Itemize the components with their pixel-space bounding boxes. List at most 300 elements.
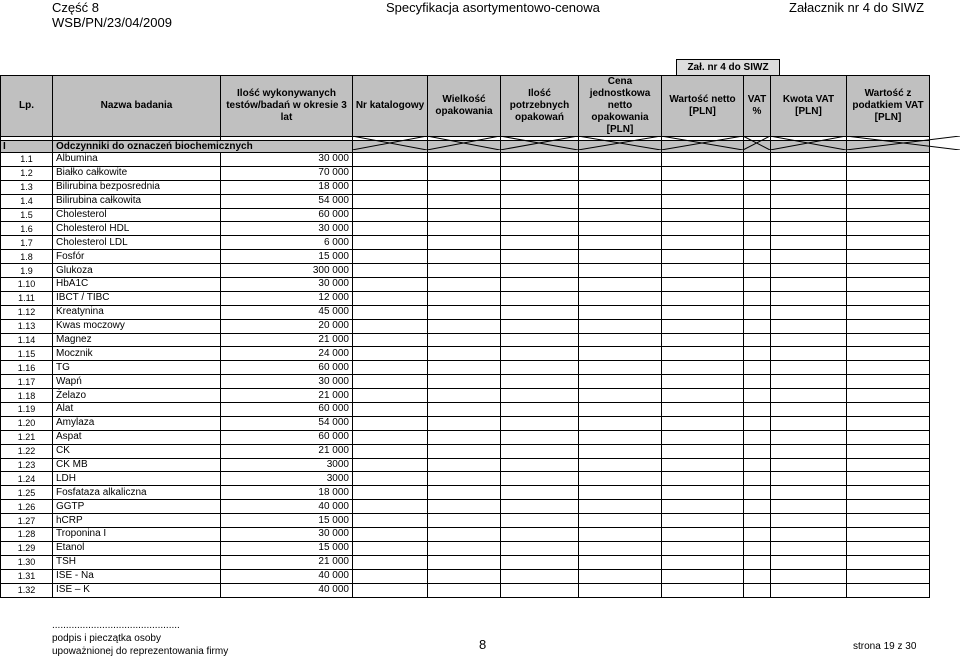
row-catalog[interactable] bbox=[353, 375, 428, 389]
row-gross-value[interactable] bbox=[847, 278, 930, 292]
row-net-value[interactable] bbox=[662, 180, 744, 194]
row-net-value[interactable] bbox=[662, 291, 744, 305]
row-pack-qty[interactable] bbox=[501, 514, 579, 528]
section-number: I bbox=[1, 141, 53, 153]
row-vat[interactable] bbox=[744, 319, 771, 333]
row-pack-qty[interactable] bbox=[501, 486, 579, 500]
row-vat[interactable] bbox=[744, 222, 771, 236]
row-pack-size[interactable] bbox=[428, 541, 501, 555]
row-vat[interactable] bbox=[744, 264, 771, 278]
row-catalog[interactable] bbox=[353, 555, 428, 569]
row-qty: 54 000 bbox=[221, 194, 353, 208]
row-vat-amount[interactable] bbox=[771, 444, 847, 458]
row-gross-value[interactable] bbox=[847, 458, 930, 472]
row-pack-qty[interactable] bbox=[501, 153, 579, 167]
row-pack-size[interactable] bbox=[428, 194, 501, 208]
row-name: GGTP bbox=[53, 500, 221, 514]
row-vat[interactable] bbox=[744, 166, 771, 180]
col-net-value: Wartość netto [PLN] bbox=[662, 76, 744, 137]
row-net-value[interactable] bbox=[662, 389, 744, 403]
row-net-value[interactable] bbox=[662, 444, 744, 458]
row-gross-value[interactable] bbox=[847, 514, 930, 528]
row-pack-qty[interactable] bbox=[501, 458, 579, 472]
row-pack-size[interactable] bbox=[428, 458, 501, 472]
row-gross-value[interactable] bbox=[847, 222, 930, 236]
row-unit-price[interactable] bbox=[579, 541, 662, 555]
row-name: Amylaza bbox=[53, 416, 221, 430]
row-gross-value[interactable] bbox=[847, 208, 930, 222]
row-vat[interactable] bbox=[744, 583, 771, 597]
col-pack-qty: Ilość potrzebnych opakowań bbox=[501, 76, 579, 137]
row-pack-qty[interactable] bbox=[501, 347, 579, 361]
row-pack-size[interactable] bbox=[428, 416, 501, 430]
row-qty: 15 000 bbox=[221, 514, 353, 528]
row-vat[interactable] bbox=[744, 472, 771, 486]
row-gross-value[interactable] bbox=[847, 250, 930, 264]
row-pack-qty[interactable] bbox=[501, 569, 579, 583]
row-gross-value[interactable] bbox=[847, 528, 930, 542]
row-pack-qty[interactable] bbox=[501, 500, 579, 514]
row-catalog[interactable] bbox=[353, 514, 428, 528]
row-name: TG bbox=[53, 361, 221, 375]
row-gross-value[interactable] bbox=[847, 541, 930, 555]
row-vat[interactable] bbox=[744, 278, 771, 292]
row-gross-value[interactable] bbox=[847, 430, 930, 444]
row-catalog[interactable] bbox=[353, 569, 428, 583]
row-gross-value[interactable] bbox=[847, 569, 930, 583]
row-net-value[interactable] bbox=[662, 583, 744, 597]
row-vat[interactable] bbox=[744, 458, 771, 472]
row-gross-value[interactable] bbox=[847, 347, 930, 361]
row-vat[interactable] bbox=[744, 305, 771, 319]
row-vat[interactable] bbox=[744, 347, 771, 361]
row-pack-size[interactable] bbox=[428, 569, 501, 583]
row-unit-price[interactable] bbox=[579, 153, 662, 167]
row-unit-price[interactable] bbox=[579, 319, 662, 333]
row-pack-qty[interactable] bbox=[501, 472, 579, 486]
row-pack-size[interactable] bbox=[428, 208, 501, 222]
row-pack-qty[interactable] bbox=[501, 541, 579, 555]
center-number: 8 bbox=[479, 637, 487, 652]
row-net-value[interactable] bbox=[662, 208, 744, 222]
row-pack-size[interactable] bbox=[428, 347, 501, 361]
row-name: Mocznik bbox=[53, 347, 221, 361]
row-gross-value[interactable] bbox=[847, 375, 930, 389]
row-pack-size[interactable] bbox=[428, 180, 501, 194]
row-qty: 54 000 bbox=[221, 416, 353, 430]
row-pack-size[interactable] bbox=[428, 486, 501, 500]
row-vat-amount[interactable] bbox=[771, 291, 847, 305]
row-pack-qty[interactable] bbox=[501, 194, 579, 208]
row-unit-price[interactable] bbox=[579, 555, 662, 569]
table-row bbox=[1, 458, 930, 472]
row-unit-price[interactable] bbox=[579, 264, 662, 278]
row-pack-qty[interactable] bbox=[501, 180, 579, 194]
row-net-value[interactable] bbox=[662, 472, 744, 486]
row-name: Kwas moczowy bbox=[53, 319, 221, 333]
row-lp: 1.11 bbox=[1, 291, 53, 305]
row-name: Wapń bbox=[53, 375, 221, 389]
row-pack-qty[interactable] bbox=[501, 278, 579, 292]
row-pack-qty[interactable] bbox=[501, 291, 579, 305]
row-vat[interactable] bbox=[744, 153, 771, 167]
row-net-value[interactable] bbox=[662, 166, 744, 180]
row-vat-amount[interactable] bbox=[771, 416, 847, 430]
row-unit-price[interactable] bbox=[579, 166, 662, 180]
row-vat-amount[interactable] bbox=[771, 541, 847, 555]
row-pack-qty[interactable] bbox=[501, 389, 579, 403]
row-net-value[interactable] bbox=[662, 333, 744, 347]
row-unit-price[interactable] bbox=[579, 291, 662, 305]
row-catalog[interactable] bbox=[353, 236, 428, 250]
row-pack-qty[interactable] bbox=[501, 416, 579, 430]
row-gross-value[interactable] bbox=[847, 166, 930, 180]
table-row bbox=[1, 278, 930, 292]
header-title: Specyfikacja asortymentowo-cenowa bbox=[386, 0, 600, 15]
row-vat[interactable] bbox=[744, 208, 771, 222]
row-vat[interactable] bbox=[744, 361, 771, 375]
row-catalog[interactable] bbox=[353, 541, 428, 555]
row-net-value[interactable] bbox=[662, 500, 744, 514]
row-vat-amount[interactable] bbox=[771, 430, 847, 444]
row-net-value[interactable] bbox=[662, 375, 744, 389]
row-vat-amount[interactable] bbox=[771, 389, 847, 403]
row-name: TSH bbox=[53, 555, 221, 569]
row-vat-amount[interactable] bbox=[771, 347, 847, 361]
row-gross-value[interactable] bbox=[847, 486, 930, 500]
row-net-value[interactable] bbox=[662, 347, 744, 361]
table-row bbox=[1, 583, 930, 597]
row-catalog[interactable] bbox=[353, 347, 428, 361]
row-net-value[interactable] bbox=[662, 319, 744, 333]
row-catalog[interactable] bbox=[353, 500, 428, 514]
row-gross-value[interactable] bbox=[847, 180, 930, 194]
row-vat[interactable] bbox=[744, 500, 771, 514]
col-pack-size: Wielkość opakowania bbox=[428, 76, 501, 137]
row-gross-value[interactable] bbox=[847, 333, 930, 347]
row-qty: 12 000 bbox=[221, 291, 353, 305]
row-unit-price[interactable] bbox=[579, 472, 662, 486]
row-name: CK MB bbox=[53, 458, 221, 472]
row-gross-value[interactable] bbox=[847, 555, 930, 569]
row-vat[interactable] bbox=[744, 333, 771, 347]
row-unit-price[interactable] bbox=[579, 305, 662, 319]
row-pack-size[interactable] bbox=[428, 403, 501, 417]
row-vat[interactable] bbox=[744, 541, 771, 555]
row-vat-amount[interactable] bbox=[771, 528, 847, 542]
row-gross-value[interactable] bbox=[847, 319, 930, 333]
row-vat-amount[interactable] bbox=[771, 458, 847, 472]
row-gross-value[interactable] bbox=[847, 264, 930, 278]
row-vat-amount[interactable] bbox=[771, 180, 847, 194]
row-qty: 30 000 bbox=[221, 528, 353, 542]
row-unit-price[interactable] bbox=[579, 486, 662, 500]
row-unit-price[interactable] bbox=[579, 222, 662, 236]
row-lp: 1.21 bbox=[1, 430, 53, 444]
row-pack-size[interactable] bbox=[428, 166, 501, 180]
row-gross-value[interactable] bbox=[847, 194, 930, 208]
row-pack-size[interactable] bbox=[428, 264, 501, 278]
row-pack-size[interactable] bbox=[428, 222, 501, 236]
row-gross-value[interactable] bbox=[847, 361, 930, 375]
row-vat-amount[interactable] bbox=[771, 514, 847, 528]
row-pack-qty[interactable] bbox=[501, 583, 579, 597]
row-pack-size[interactable] bbox=[428, 319, 501, 333]
row-catalog[interactable] bbox=[353, 153, 428, 167]
row-net-value[interactable] bbox=[662, 403, 744, 417]
row-pack-qty[interactable] bbox=[501, 528, 579, 542]
crossed-cells bbox=[352, 136, 960, 150]
row-vat-amount[interactable] bbox=[771, 278, 847, 292]
row-catalog[interactable] bbox=[353, 166, 428, 180]
row-vat-amount[interactable] bbox=[771, 555, 847, 569]
row-pack-qty[interactable] bbox=[501, 361, 579, 375]
row-vat-amount[interactable] bbox=[771, 583, 847, 597]
row-unit-price[interactable] bbox=[579, 458, 662, 472]
row-pack-qty[interactable] bbox=[501, 555, 579, 569]
row-vat-amount[interactable] bbox=[771, 250, 847, 264]
row-net-value[interactable] bbox=[662, 486, 744, 500]
row-vat-amount[interactable] bbox=[771, 166, 847, 180]
row-lp: 1.5 bbox=[1, 208, 53, 222]
row-gross-value[interactable] bbox=[847, 403, 930, 417]
row-vat[interactable] bbox=[744, 194, 771, 208]
row-unit-price[interactable] bbox=[579, 250, 662, 264]
row-net-value[interactable] bbox=[662, 250, 744, 264]
row-pack-size[interactable] bbox=[428, 389, 501, 403]
row-pack-size[interactable] bbox=[428, 361, 501, 375]
row-gross-value[interactable] bbox=[847, 236, 930, 250]
row-vat[interactable] bbox=[744, 375, 771, 389]
row-name: Cholesterol HDL bbox=[53, 222, 221, 236]
row-gross-value[interactable] bbox=[847, 444, 930, 458]
row-vat-amount[interactable] bbox=[771, 361, 847, 375]
row-pack-size[interactable] bbox=[428, 236, 501, 250]
row-pack-qty[interactable] bbox=[501, 430, 579, 444]
row-catalog[interactable] bbox=[353, 389, 428, 403]
row-net-value[interactable] bbox=[662, 264, 744, 278]
row-qty: 21 000 bbox=[221, 555, 353, 569]
row-catalog[interactable] bbox=[353, 361, 428, 375]
row-gross-value[interactable] bbox=[847, 500, 930, 514]
row-catalog[interactable] bbox=[353, 180, 428, 194]
row-pack-size[interactable] bbox=[428, 375, 501, 389]
row-catalog[interactable] bbox=[353, 416, 428, 430]
row-net-value[interactable] bbox=[662, 514, 744, 528]
row-net-value[interactable] bbox=[662, 278, 744, 292]
row-pack-size[interactable] bbox=[428, 500, 501, 514]
row-unit-price[interactable] bbox=[579, 528, 662, 542]
row-pack-qty[interactable] bbox=[501, 403, 579, 417]
row-catalog[interactable] bbox=[353, 222, 428, 236]
row-vat[interactable] bbox=[744, 416, 771, 430]
row-unit-price[interactable] bbox=[579, 194, 662, 208]
row-vat-amount[interactable] bbox=[771, 375, 847, 389]
row-pack-qty[interactable] bbox=[501, 319, 579, 333]
row-vat-amount[interactable] bbox=[771, 472, 847, 486]
row-pack-qty[interactable] bbox=[501, 166, 579, 180]
row-pack-qty[interactable] bbox=[501, 222, 579, 236]
row-lp: 1.26 bbox=[1, 500, 53, 514]
row-unit-price[interactable] bbox=[579, 444, 662, 458]
row-unit-price[interactable] bbox=[579, 403, 662, 417]
row-net-value[interactable] bbox=[662, 458, 744, 472]
row-unit-price[interactable] bbox=[579, 416, 662, 430]
header-part-label: Część 8 bbox=[52, 0, 99, 15]
row-catalog[interactable] bbox=[353, 208, 428, 222]
row-net-value[interactable] bbox=[662, 555, 744, 569]
row-name: ISE - Na bbox=[53, 569, 221, 583]
row-pack-size[interactable] bbox=[428, 444, 501, 458]
row-vat[interactable] bbox=[744, 430, 771, 444]
row-vat[interactable] bbox=[744, 444, 771, 458]
row-net-value[interactable] bbox=[662, 569, 744, 583]
row-pack-size[interactable] bbox=[428, 305, 501, 319]
row-vat[interactable] bbox=[744, 528, 771, 542]
row-vat[interactable] bbox=[744, 291, 771, 305]
row-catalog[interactable] bbox=[353, 444, 428, 458]
row-vat-amount[interactable] bbox=[771, 264, 847, 278]
col-qty-tests: Ilość wykonywanych testów/badań w okresie 3 lat bbox=[221, 76, 353, 137]
row-unit-price[interactable] bbox=[579, 583, 662, 597]
row-catalog[interactable] bbox=[353, 403, 428, 417]
row-net-value[interactable] bbox=[662, 528, 744, 542]
row-pack-qty[interactable] bbox=[501, 444, 579, 458]
row-net-value[interactable] bbox=[662, 541, 744, 555]
row-net-value[interactable] bbox=[662, 430, 744, 444]
row-pack-size[interactable] bbox=[428, 514, 501, 528]
row-pack-size[interactable] bbox=[428, 333, 501, 347]
row-vat-amount[interactable] bbox=[771, 153, 847, 167]
row-vat[interactable] bbox=[744, 389, 771, 403]
row-net-value[interactable] bbox=[662, 222, 744, 236]
row-unit-price[interactable] bbox=[579, 347, 662, 361]
row-catalog[interactable] bbox=[353, 458, 428, 472]
row-vat[interactable] bbox=[744, 555, 771, 569]
row-gross-value[interactable] bbox=[847, 291, 930, 305]
row-net-value[interactable] bbox=[662, 236, 744, 250]
row-unit-price[interactable] bbox=[579, 375, 662, 389]
row-lp: 1.6 bbox=[1, 222, 53, 236]
row-unit-price[interactable] bbox=[579, 430, 662, 444]
row-pack-qty[interactable] bbox=[501, 375, 579, 389]
row-net-value[interactable] bbox=[662, 416, 744, 430]
row-vat-amount[interactable] bbox=[771, 236, 847, 250]
row-catalog[interactable] bbox=[353, 278, 428, 292]
row-catalog[interactable] bbox=[353, 305, 428, 319]
row-catalog[interactable] bbox=[353, 472, 428, 486]
row-pack-qty[interactable] bbox=[501, 208, 579, 222]
row-catalog[interactable] bbox=[353, 333, 428, 347]
row-vat[interactable] bbox=[744, 236, 771, 250]
row-pack-size[interactable] bbox=[428, 278, 501, 292]
row-vat-amount[interactable] bbox=[771, 403, 847, 417]
row-name: Albumina bbox=[53, 153, 221, 167]
row-pack-qty[interactable] bbox=[501, 250, 579, 264]
row-catalog[interactable] bbox=[353, 583, 428, 597]
row-qty: 60 000 bbox=[221, 208, 353, 222]
row-unit-price[interactable] bbox=[579, 333, 662, 347]
row-vat-amount[interactable] bbox=[771, 333, 847, 347]
row-catalog[interactable] bbox=[353, 528, 428, 542]
row-qty: 20 000 bbox=[221, 319, 353, 333]
row-pack-size[interactable] bbox=[428, 528, 501, 542]
row-gross-value[interactable] bbox=[847, 472, 930, 486]
row-catalog[interactable] bbox=[353, 486, 428, 500]
row-net-value[interactable] bbox=[662, 194, 744, 208]
row-unit-price[interactable] bbox=[579, 514, 662, 528]
row-catalog[interactable] bbox=[353, 319, 428, 333]
row-pack-size[interactable] bbox=[428, 250, 501, 264]
row-unit-price[interactable] bbox=[579, 180, 662, 194]
row-pack-size[interactable] bbox=[428, 472, 501, 486]
row-unit-price[interactable] bbox=[579, 500, 662, 514]
col-unit-price: Cena jednostkowa netto opakowania [PLN] bbox=[579, 76, 662, 137]
row-net-value[interactable] bbox=[662, 153, 744, 167]
row-catalog[interactable] bbox=[353, 291, 428, 305]
row-gross-value[interactable] bbox=[847, 583, 930, 597]
row-unit-price[interactable] bbox=[579, 569, 662, 583]
row-lp: 1.14 bbox=[1, 333, 53, 347]
row-pack-qty[interactable] bbox=[501, 305, 579, 319]
row-vat[interactable] bbox=[744, 486, 771, 500]
row-vat[interactable] bbox=[744, 250, 771, 264]
row-gross-value[interactable] bbox=[847, 153, 930, 167]
row-net-value[interactable] bbox=[662, 305, 744, 319]
row-vat-amount[interactable] bbox=[771, 500, 847, 514]
row-gross-value[interactable] bbox=[847, 389, 930, 403]
row-pack-size[interactable] bbox=[428, 555, 501, 569]
pricing-table bbox=[0, 75, 930, 598]
row-unit-price[interactable] bbox=[579, 389, 662, 403]
row-vat[interactable] bbox=[744, 569, 771, 583]
row-catalog[interactable] bbox=[353, 250, 428, 264]
row-pack-qty[interactable] bbox=[501, 264, 579, 278]
row-catalog[interactable] bbox=[353, 194, 428, 208]
row-pack-size[interactable] bbox=[428, 430, 501, 444]
row-pack-size[interactable] bbox=[428, 153, 501, 167]
row-unit-price[interactable] bbox=[579, 278, 662, 292]
header-attachment: Załacznik nr 4 do SIWZ bbox=[789, 0, 925, 15]
row-lp: 1.9 bbox=[1, 264, 53, 278]
row-pack-size[interactable] bbox=[428, 291, 501, 305]
row-catalog[interactable] bbox=[353, 264, 428, 278]
row-pack-qty[interactable] bbox=[501, 333, 579, 347]
row-vat-amount[interactable] bbox=[771, 194, 847, 208]
row-net-value[interactable] bbox=[662, 361, 744, 375]
row-vat-amount[interactable] bbox=[771, 569, 847, 583]
row-gross-value[interactable] bbox=[847, 416, 930, 430]
table-row bbox=[1, 472, 930, 486]
row-unit-price[interactable] bbox=[579, 236, 662, 250]
row-vat-amount[interactable] bbox=[771, 222, 847, 236]
row-gross-value[interactable] bbox=[847, 305, 930, 319]
row-vat-amount[interactable] bbox=[771, 208, 847, 222]
row-vat[interactable] bbox=[744, 180, 771, 194]
row-unit-price[interactable] bbox=[579, 208, 662, 222]
row-pack-qty[interactable] bbox=[501, 236, 579, 250]
row-catalog[interactable] bbox=[353, 430, 428, 444]
row-vat[interactable] bbox=[744, 403, 771, 417]
row-qty: 40 000 bbox=[221, 569, 353, 583]
row-vat[interactable] bbox=[744, 514, 771, 528]
row-vat-amount[interactable] bbox=[771, 319, 847, 333]
row-pack-size[interactable] bbox=[428, 583, 501, 597]
row-vat-amount[interactable] bbox=[771, 305, 847, 319]
row-unit-price[interactable] bbox=[579, 361, 662, 375]
row-vat-amount[interactable] bbox=[771, 486, 847, 500]
row-lp: 1.15 bbox=[1, 347, 53, 361]
